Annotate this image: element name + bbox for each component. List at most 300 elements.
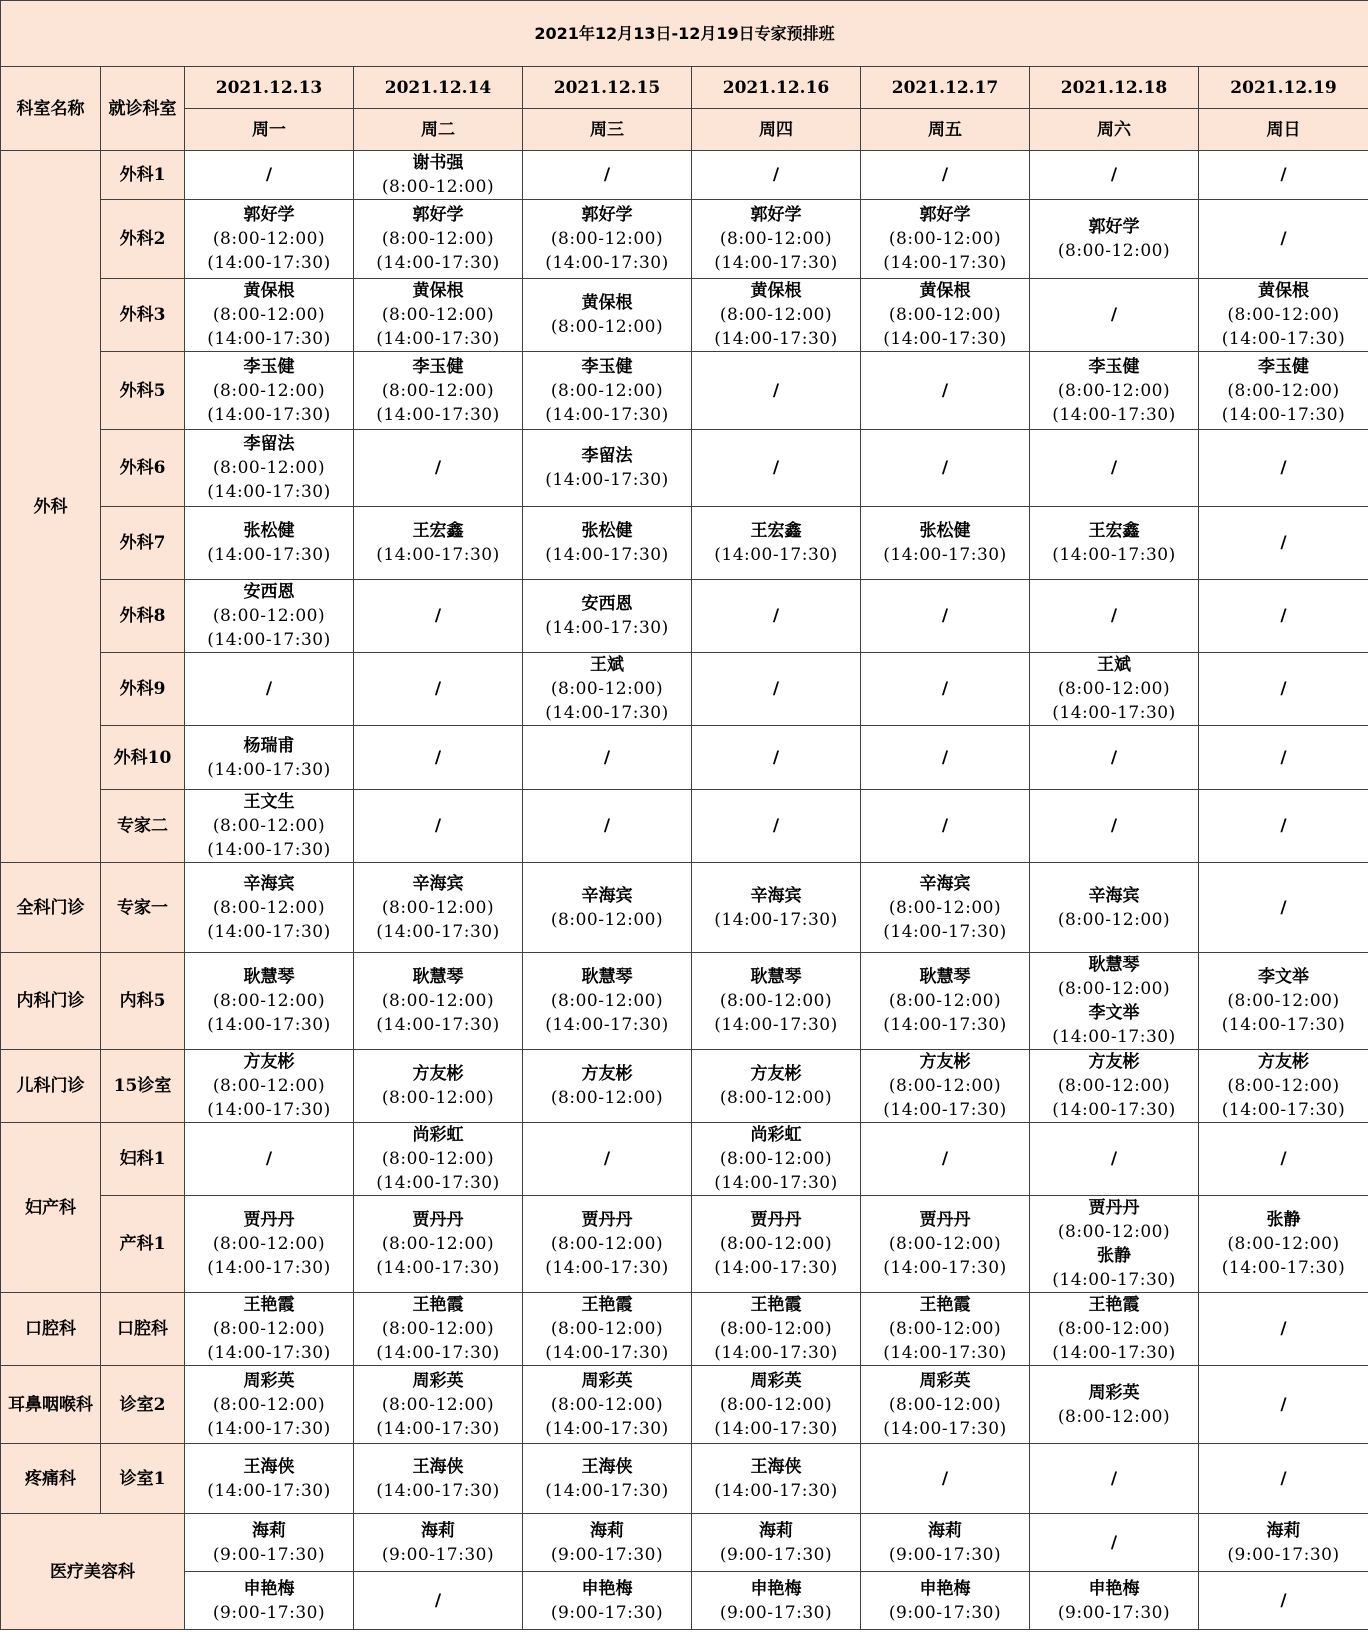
schedule-cell [185,1444,354,1514]
doctor-name: 黄保根 [581,293,633,313]
empty-slot: / [941,165,949,185]
time-slot: (8:00-12:00) [888,1076,1002,1096]
table-row [1,1050,1368,1123]
time-slot: (8:00-12:00) [1057,979,1171,999]
schedule-cell [185,1514,354,1572]
doctor-name: 安西恩 [243,582,295,602]
time-slot: (14:00-17:30) [1221,1015,1346,1035]
time-slot: (14:00-17:30) [207,630,331,650]
schedule-cell [861,1196,1030,1293]
empty-slot: / [434,1590,442,1611]
time-slot: (14:00-17:30) [883,329,1007,349]
doctor-name: 张松健 [243,521,295,541]
doctor-name: 耿慧琴 [412,967,464,987]
schedule-cell [1199,1572,1368,1630]
schedule-cell [861,790,1030,863]
schedule-cell [354,580,523,653]
empty-slot: / [1110,458,1118,478]
doctor-name: 王斌 [1097,655,1131,675]
clinic-room: 15诊室 [101,1050,185,1123]
empty-slot: / [941,458,949,478]
time-slot: (8:00-12:00) [381,1149,495,1169]
schedule-cell [1030,1196,1199,1293]
time-slot: (8:00-12:00) [381,897,495,918]
doctor-name: 贾丹丹 [243,1210,295,1230]
time-slot: (8:00-12:00) [1057,1076,1171,1096]
schedule-cell [185,200,354,279]
schedule-cell [861,430,1030,507]
time-slot: (14:00-17:30) [1221,329,1346,349]
doctor-name: 申艳梅 [750,1578,802,1599]
date-header: 2021.12.16 [692,67,861,109]
time-slot: (9:00-17:30) [1227,1544,1340,1565]
schedule-cell [523,863,692,953]
doctor-name: 李玉健 [1088,356,1140,377]
schedule-cell [354,1572,523,1630]
schedule-cell [861,1293,1030,1366]
schedule-cell [523,1196,692,1293]
time-slot: (14:00-17:30) [376,329,500,349]
doctor-name: 王海侠 [581,1456,633,1477]
doctor-name: 尚彩虹 [412,1125,464,1145]
time-slot: (14:00-17:30) [714,1418,838,1439]
schedule-cell [185,352,354,430]
empty-slot: / [772,816,780,836]
schedule-cell [861,1514,1030,1572]
time-slot: (8:00-12:00) [1227,991,1340,1011]
doctor-name: 方友彬 [1258,1052,1310,1072]
table-row [1,1123,1368,1196]
clinic-room: 内科5 [101,953,185,1050]
empty-slot: / [603,1149,611,1169]
page-title: 2021年12月13日-12月19日专家预排班 [1,1,1368,67]
schedule-cell [523,653,692,726]
empty-slot: / [1280,606,1287,626]
date-header: 2021.12.19 [1199,67,1368,109]
schedule-cell [523,430,692,507]
table-row [1,726,1368,790]
schedule-cell [185,1123,354,1196]
schedule-cell [523,1293,692,1366]
department-name: 妇产科 [1,1123,101,1293]
doctor-name: 李留法 [243,434,295,454]
table-row [1,200,1368,279]
time-slot: (9:00-17:30) [719,1602,833,1623]
time-slot: (14:00-17:30) [883,1258,1007,1278]
time-slot: (14:00-17:30) [207,1258,331,1278]
doctor-name: 申艳梅 [581,1578,633,1599]
time-slot: (9:00-17:30) [212,1602,326,1623]
time-slot: (8:00-12:00) [212,816,326,836]
doctor-name: 辛海宾 [412,873,464,894]
time-slot: (8:00-12:00) [1057,241,1171,261]
time-slot: (8:00-12:00) [1057,1222,1171,1242]
clinic-room: 专家一 [101,863,185,953]
time-slot: (8:00-12:00) [719,1234,833,1254]
schedule-cell [1199,953,1368,1050]
schedule-cell [1030,1366,1199,1444]
schedule-cell [692,1514,861,1572]
doctor-name: 黄保根 [412,281,464,301]
time-slot: (14:00-17:30) [207,253,331,273]
time-slot: (8:00-12:00) [212,305,326,325]
schedule-cell [1030,1123,1199,1196]
time-slot: (14:00-17:30) [207,1418,331,1439]
clinic-room: 外科1 [101,151,185,200]
schedule-cell [185,580,354,653]
time-slot: (14:00-17:30) [545,545,669,565]
schedule-cell [1030,200,1199,279]
time-slot: (9:00-17:30) [888,1602,1002,1623]
schedule-cell [354,1293,523,1366]
empty-slot: / [941,816,949,836]
doctor-name: 郭好学 [919,205,971,225]
time-slot: (8:00-12:00) [888,1234,1002,1254]
time-slot: (8:00-12:00) [381,177,495,197]
clinic-room: 产科1 [101,1196,185,1293]
schedule-cell [523,790,692,863]
time-slot: (8:00-12:00) [212,897,326,918]
clinic-room: 口腔科 [101,1293,185,1366]
empty-slot: / [265,165,273,185]
time-slot: (14:00-17:30) [1052,703,1176,723]
clinic-room: 诊室1 [101,1444,185,1514]
time-slot: (8:00-12:00) [1057,380,1171,401]
time-slot: (14:00-17:30) [376,1258,500,1278]
clinic-room: 妇科1 [101,1123,185,1196]
time-slot: (8:00-12:00) [888,1394,1002,1415]
table-row [1,863,1368,953]
time-slot: (8:00-12:00) [1227,1234,1340,1254]
time-slot: (9:00-17:30) [1057,1602,1171,1623]
time-slot: (8:00-12:00) [1227,305,1340,325]
schedule-cell [523,1123,692,1196]
schedule-cell [692,1366,861,1444]
schedule-cell [1199,790,1368,863]
schedule-cell [1030,1572,1199,1630]
time-slot: (8:00-12:00) [888,897,1002,918]
table-row [1,507,1368,580]
schedule-cell [523,1444,692,1514]
empty-slot: / [265,1149,273,1169]
department-name: 全科门诊 [1,863,101,953]
empty-slot: / [1280,897,1287,918]
department-name: 医疗美容科 [1,1514,185,1630]
room-column-header: 就诊科室 [101,67,185,151]
schedule-cell [354,279,523,352]
doctor-name: 辛海宾 [581,885,633,906]
time-slot: (14:00-17:30) [207,404,331,425]
empty-slot: / [1280,1319,1287,1339]
schedule-cell [1030,726,1199,790]
clinic-room: 外科10 [101,726,185,790]
schedule-cell [692,279,861,352]
doctor-name: 王宏鑫 [412,521,464,541]
empty-slot: / [434,458,442,478]
doctor-name: 贾丹丹 [412,1210,464,1230]
schedule-cell [692,1123,861,1196]
empty-slot: / [1110,1149,1118,1169]
time-slot: (14:00-17:30) [207,1015,331,1035]
empty-slot: / [1280,747,1287,768]
schedule-cell [185,1050,354,1123]
weekday-header: 周三 [523,109,692,151]
schedule-cell [354,507,523,580]
doctor-name: 王艳霞 [750,1295,802,1315]
time-slot: (8:00-12:00) [381,991,495,1011]
schedule-cell [692,200,861,279]
time-slot: (14:00-17:30) [1221,404,1346,425]
time-slot: (14:00-17:30) [545,1418,669,1439]
time-slot: (8:00-12:00) [381,305,495,325]
time-slot: (14:00-17:30) [376,1343,500,1363]
empty-slot: / [1110,747,1118,768]
time-slot: (14:00-17:30) [883,545,1007,565]
empty-slot: / [772,380,780,401]
time-slot: (8:00-12:00) [381,1319,495,1339]
schedule-cell [1030,151,1199,200]
time-slot: (14:00-17:30) [545,1258,669,1278]
time-slot: (14:00-17:30) [714,1480,838,1501]
schedule-cell [692,863,861,953]
schedule-cell [1199,653,1368,726]
schedule-cell [354,726,523,790]
doctor-name: 王海侠 [412,1456,464,1477]
doctor-name: 辛海宾 [919,873,971,894]
time-slot: (9:00-17:30) [719,1544,833,1565]
empty-slot: / [1280,229,1287,249]
schedule-cell [861,200,1030,279]
doctor-name: 谢书强 [412,153,464,173]
doctor-name: 海莉 [1266,1520,1301,1541]
time-slot: (9:00-17:30) [550,1602,664,1623]
department-name: 内科门诊 [1,953,101,1050]
doctor-name: 李文举 [1258,967,1310,987]
time-slot: (8:00-12:00) [1057,1319,1171,1339]
schedule-cell [1030,352,1199,430]
doctor-name: 辛海宾 [1088,885,1140,906]
doctor-name: 李玉健 [243,356,295,377]
empty-slot: / [772,165,780,185]
schedule-cell [354,200,523,279]
schedule-cell [1199,1123,1368,1196]
time-slot: (8:00-12:00) [550,380,664,401]
time-slot: (8:00-12:00) [719,229,833,249]
schedule-cell [354,1123,523,1196]
time-slot: (14:00-17:30) [207,840,331,860]
time-slot: (14:00-17:30) [376,253,500,273]
time-slot: (14:00-17:30) [545,470,669,490]
empty-slot: / [434,679,442,699]
doctor-name: 李文举 [1088,1003,1140,1023]
time-slot: (8:00-12:00) [719,991,833,1011]
schedule-cell [523,1572,692,1630]
time-slot: (14:00-17:30) [883,1015,1007,1035]
time-slot: (14:00-17:30) [207,1343,331,1363]
table-row [1,1196,1368,1293]
time-slot: (8:00-12:00) [550,1319,664,1339]
empty-slot: / [1110,816,1118,836]
schedule-cell [523,200,692,279]
time-slot: (14:00-17:30) [207,1100,331,1120]
dept-column-header: 科室名称 [1,67,101,151]
schedule-cell [692,1050,861,1123]
schedule-cell [354,863,523,953]
doctor-name: 郭好学 [1088,217,1140,237]
table-row [1,151,1368,200]
schedule-cell [354,653,523,726]
time-slot: (9:00-17:30) [381,1544,495,1565]
schedule-cell [523,1050,692,1123]
schedule-cell [692,653,861,726]
table-row [1,653,1368,726]
time-slot: (14:00-17:30) [714,253,838,273]
time-slot: (8:00-12:00) [381,1088,495,1108]
doctor-name: 张松健 [581,521,633,541]
empty-slot: / [941,380,949,401]
time-slot: (8:00-12:00) [381,380,495,401]
schedule-cell [185,726,354,790]
date-header: 2021.12.15 [523,67,692,109]
doctor-name: 王斌 [590,655,624,675]
schedule-cell [861,1050,1030,1123]
time-slot: (8:00-12:00) [381,229,495,249]
time-slot: (14:00-17:30) [714,1258,838,1278]
schedule-cell [1199,430,1368,507]
schedule-cell [861,580,1030,653]
table-row [1,790,1368,863]
schedule-cell [354,1050,523,1123]
time-slot: (14:00-17:30) [883,253,1007,273]
weekday-header: 周二 [354,109,523,151]
empty-slot: / [1110,1532,1118,1553]
doctor-name: 尚彩虹 [750,1125,802,1145]
time-slot: (8:00-12:00) [719,1394,833,1415]
time-slot: (9:00-17:30) [212,1544,326,1565]
empty-slot: / [434,606,442,626]
department-name: 儿科门诊 [1,1050,101,1123]
doctor-name: 黄保根 [919,281,971,301]
schedule-cell [185,430,354,507]
schedule-cell [861,151,1030,200]
time-slot: (14:00-17:30) [714,329,838,349]
schedule-cell [1199,507,1368,580]
schedule-cell [523,507,692,580]
doctor-name: 方友彬 [412,1064,464,1084]
time-slot: (14:00-17:30) [545,404,669,425]
time-slot: (8:00-12:00) [212,458,326,478]
table-row [1,1366,1368,1444]
time-slot: (8:00-12:00) [212,229,326,249]
schedule-cell [354,352,523,430]
time-slot: (8:00-12:00) [212,1319,326,1339]
schedule-cell [185,790,354,863]
empty-slot: / [1280,165,1287,185]
clinic-room: 外科8 [101,580,185,653]
time-slot: (8:00-12:00) [212,1234,326,1254]
schedule-cell [1199,151,1368,200]
schedule-cell [1030,790,1199,863]
time-slot: (14:00-17:30) [545,1343,669,1363]
time-slot: (14:00-17:30) [376,921,500,942]
time-slot: (14:00-17:30) [1052,1270,1176,1290]
doctor-name: 安西恩 [581,594,633,614]
time-slot: (8:00-12:00) [550,991,664,1011]
schedule-cell [861,1572,1030,1630]
time-slot: (8:00-12:00) [888,1319,1002,1339]
schedule-cell [1030,430,1199,507]
time-slot: (14:00-17:30) [714,545,838,565]
schedule-cell [861,1444,1030,1514]
doctor-name: 方友彬 [919,1052,971,1072]
empty-slot: / [1110,305,1118,325]
table-row [1,1572,1368,1630]
time-slot: (8:00-12:00) [1057,679,1171,699]
empty-slot: / [603,747,611,768]
time-slot: (14:00-17:30) [207,329,331,349]
time-slot: (14:00-17:30) [714,1173,838,1193]
empty-slot: / [603,165,611,185]
time-slot: (14:00-17:30) [545,1480,669,1501]
table-row [1,1444,1368,1514]
time-slot: (8:00-12:00) [550,1394,664,1415]
empty-slot: / [1280,1590,1287,1611]
schedule-cell [861,279,1030,352]
empty-slot: / [1280,1394,1287,1415]
time-slot: (8:00-12:00) [212,380,326,401]
doctor-name: 王艳霞 [412,1295,464,1315]
time-slot: (14:00-17:30) [1052,1100,1176,1120]
doctor-name: 郭好学 [750,205,802,225]
schedule-cell [692,430,861,507]
time-slot: (8:00-12:00) [381,1234,495,1254]
time-slot: (8:00-12:00) [212,991,326,1011]
doctor-name: 海莉 [759,1520,793,1541]
time-slot: (8:00-12:00) [719,305,833,325]
time-slot: (14:00-17:30) [883,1343,1007,1363]
schedule-cell [1199,352,1368,430]
time-slot: (14:00-17:30) [714,1343,838,1363]
empty-slot: / [772,606,780,626]
time-slot: (14:00-17:30) [207,921,331,942]
schedule-cell [1199,863,1368,953]
empty-slot: / [1110,165,1118,185]
doctor-name: 周彩英 [919,1370,971,1391]
department-name: 疼痛科 [1,1444,101,1514]
weekday-header: 周日 [1199,109,1368,151]
schedule-cell [185,1293,354,1366]
time-slot: (14:00-17:30) [376,1418,500,1439]
time-slot: (8:00-12:00) [719,1088,833,1108]
empty-slot: / [1280,1468,1287,1489]
time-slot: (8:00-12:00) [212,1076,326,1096]
doctor-name: 郭好学 [412,205,464,225]
doctor-name: 海莉 [590,1520,624,1541]
empty-slot: / [941,606,949,626]
empty-slot: / [603,816,611,836]
doctor-name: 王艳霞 [919,1295,971,1315]
table-row [1,430,1368,507]
empty-slot: / [941,747,949,768]
schedule-cell [861,726,1030,790]
schedule-cell [1030,653,1199,726]
doctor-name: 黄保根 [243,281,295,301]
time-slot: (9:00-17:30) [888,1544,1002,1565]
weekday-header: 周四 [692,109,861,151]
table-row [1,279,1368,352]
doctor-name: 申艳梅 [1088,1578,1140,1599]
doctor-name: 周彩英 [243,1370,295,1391]
